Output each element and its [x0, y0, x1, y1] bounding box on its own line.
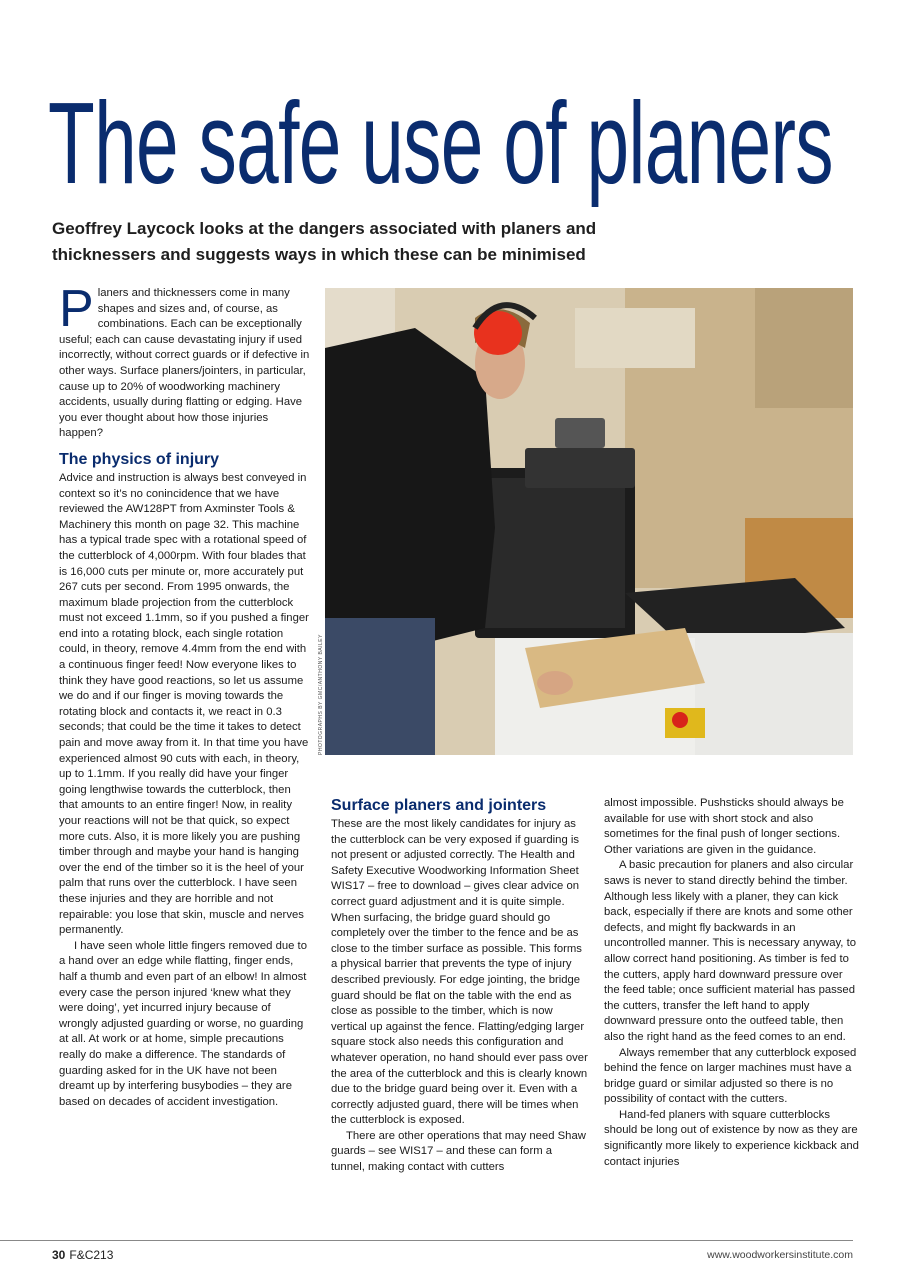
issue-number: F&C213	[69, 1248, 114, 1262]
page-number: 30	[52, 1248, 66, 1262]
body-paragraph: Advice and instruction is always best conveyed in context so it’s no conincidence that we have reviewed the AW128PT from Axminster Tools & Machinery this month on page 32. This machine has a typical trade spec with a rotational speed of the cutterblock of 4,000rpm. With four blades that is 16,000 cuts per minute or, more accurately put 267 cuts per second. From 1995 onwards, the maximum blade projection from the cutterblock must not exceed 1.1mm, so if you pushed a finger end into a rotating block, each single rotation could, in theory, remove 4.4mm from the end with a continuous finger feed! Now everyone likes to think they have good reactions, so let us assume we do and if our finger is moving towards the rotating block and contacts it, we react in 0.3 seconds; that could be the time it takes to detect pain and move away from it. In that time you have experienced almost 90 cuts with each, in theory, up to 1.1mm. If you really did have your finger going lengthwise towards the cutterblock, then that amounts to an entire finger! Now, in reality your reactions will not be that quick, so expect more cuts. Also, it is more likely you are pushing timber through and maybe your hand is hanging over the end of the timber so it is the heel of your palm that runs over the cutterblock. I have seen these injuries and they are horrible and not repairable: you lose that skin, muscle and nerves permanently.	[59, 471, 309, 937]
footer-divider	[0, 1240, 853, 1241]
section-heading-surface-planers: Surface planers and jointers	[331, 797, 547, 814]
photo-planer-operator	[325, 288, 853, 755]
column-1	[59, 280, 311, 1110]
photo-credit: PHOTOGRAPHS BY GMC/ANTHONY BAILEY	[318, 634, 324, 755]
article-title: The safe use of planers	[48, 78, 833, 208]
article-photo	[325, 288, 853, 755]
body-paragraph: These are the most likely candidates for injury as the cutterblock can be very exposed if guarding is not present or adjusted correctly. The Health and Safety Executive Woodworking Information Sheet WIS17 – free to download – gives clear advice on correct guard adjustment and it is quite simple. When surfacing, the bridge guard should go completely over the timber to the fence and be as close to the timber surface as possible. This forms a physical barrier that prevents the type of injury described previously. For edge jointing, the bridge guard should be flat on the table with the end as close as possible to the timber, which is now vertical up against the fence. Flatting/edging larger square stock also needs this configuration and whatever operation, no hand should ever pass over the area of the cutterblock and this is clearly known due to the bridge guard being over it. Even with a correctly adjusted guard, there will be times when the cutterblock is exposed.	[331, 818, 588, 1127]
intro-text: laners and thicknessers come in many shapes and sizes and, of course, as combinations. Each can be exceptionally useful; each can cause devastating injury if used incorrectly, without correct guards or if defective in other ways. Surface planers/jointers, in particular, cause up to 20% of woodworking machinery accidents, usually during flatting or edging. Have you ever thought about how those injuries happen?	[59, 287, 310, 440]
standfirst-line: Geoffrey Laycock looks at the dangers associated with planers and	[52, 219, 597, 238]
body-paragraph: Hand-fed planers with square cutterblocks should be long out of existence by now as they are significantly more likely to experience kickback and contact injuries	[604, 1108, 859, 1168]
folio	[52, 1248, 113, 1262]
footer-website: www.woodworkersinstitute.com	[707, 1249, 853, 1261]
body-paragraph: Always remember that any cutterblock exposed behind the fence on larger machines must have a bridge guard or similar adjusted so there is no possibility of contact with the cutters.	[604, 1046, 857, 1106]
section-heading-physics: The physics of injury	[59, 450, 220, 468]
drop-cap: P	[59, 280, 94, 338]
body-paragraph: almost impossible. Pushsticks should always be available for use with short stock and also sometimes for the final push of longer sections. Other variations are given in the guidance.	[604, 797, 844, 856]
body-paragraph: I have seen whole little fingers removed due to a hand over an edge while flatting, finger ends, half a thumb and even part of an elbow! In almost every case the person injured ‘knew what they were doing’, yet incurred injury because of wrongly adjusted guarding or worse, no guarding at all. At work or at home, simple precautions really do make a difference. The standards of guarding asked for in the UK have not been dreamt up by interfering busybodies – they are based on decades of accident investigation.	[59, 939, 307, 1108]
article-standfirst	[52, 216, 692, 268]
column-2	[331, 796, 589, 1176]
intro-paragraph	[59, 280, 311, 442]
body-paragraph: There are other operations that may need Shaw guards – see WIS17 – and these can form a tunnel, making contact with cutters	[331, 1129, 586, 1174]
column-3	[604, 796, 860, 1170]
body-paragraph: A basic precaution for planers and also circular saws is never to stand directly behind the timber. Although less likely with a planer, they can kick back, especially if there are knots and some other defects, and might fly backwards in an uncontrolled manner. This is necessary anyway, to allow correct hand positioning. As timber is fed to the cutters, apply hard downward pressure over the feed table; once sufficient material has passed the cutters, transfer the left hand to apply downward pressure onto the outfeed table, then also the right hand as the feed comes to an end.	[604, 859, 857, 1043]
standfirst-line: thicknessers and suggests ways in which these can be minimised	[52, 245, 586, 264]
